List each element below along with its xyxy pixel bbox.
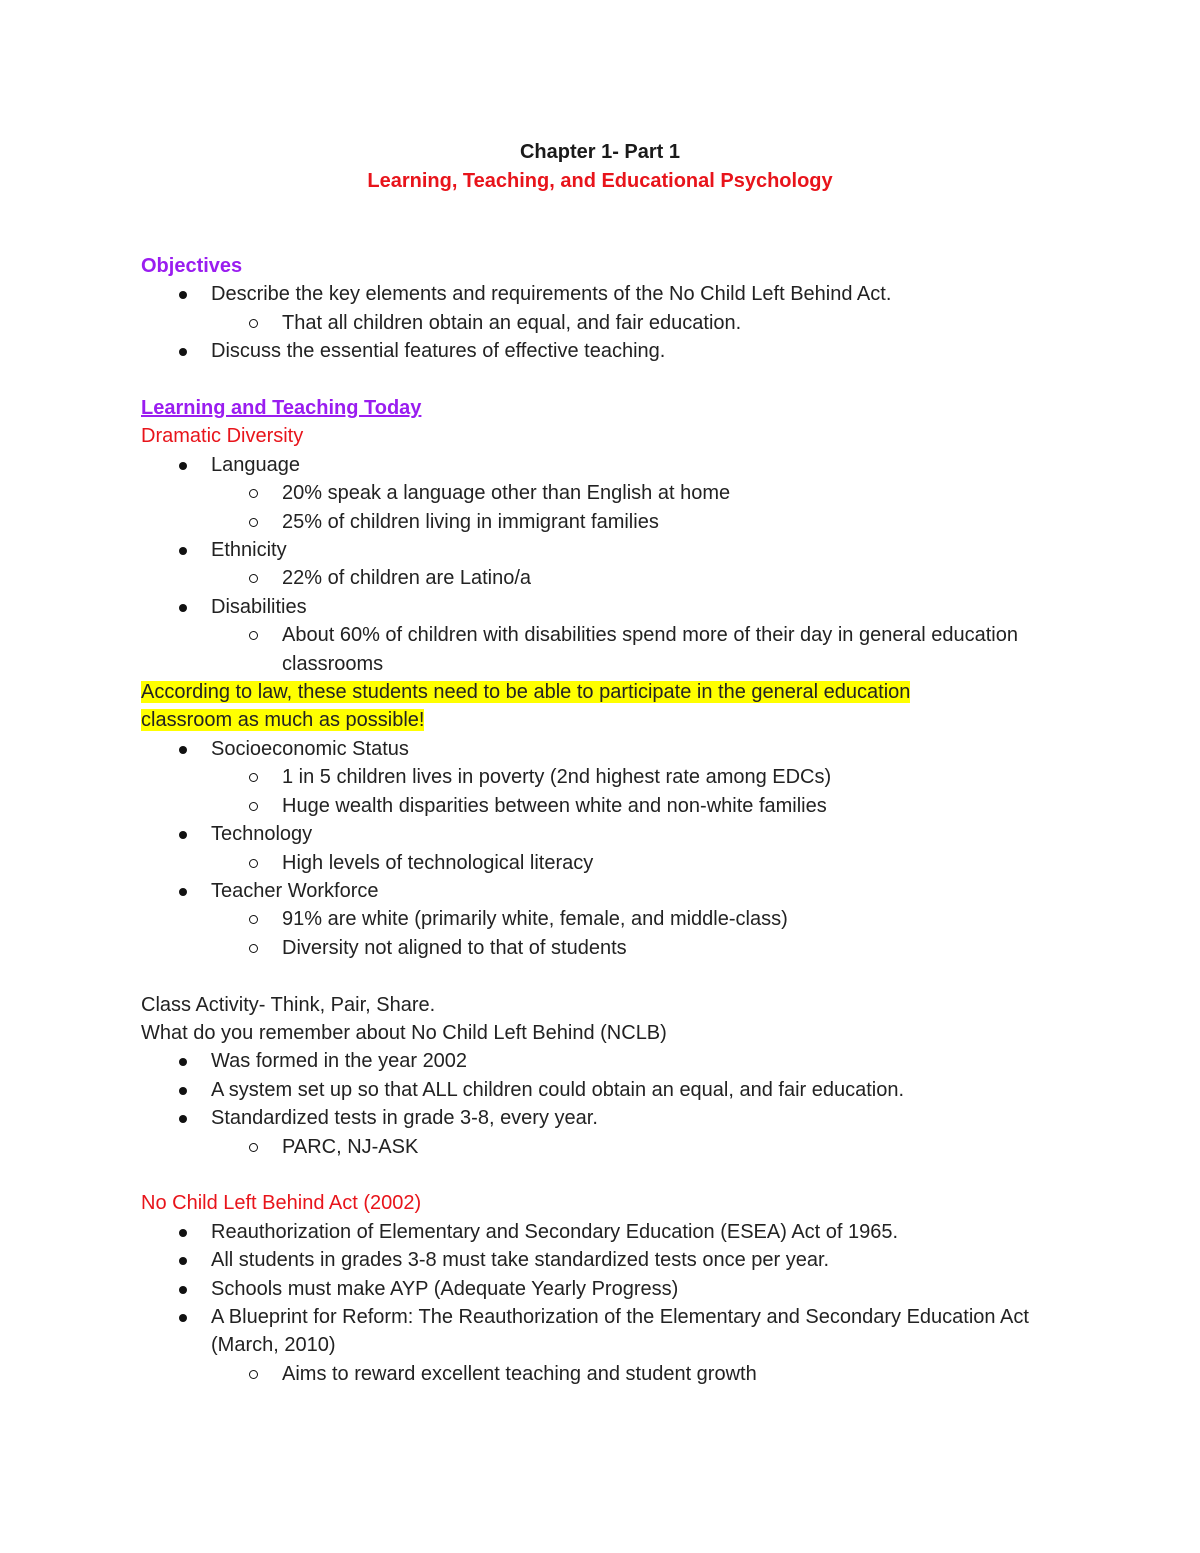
circle-bullet-icon [249, 915, 258, 924]
bullet-icon [179, 1229, 187, 1237]
list-item: All students in grades 3-8 must take standardized tests once per year. [141, 1246, 1081, 1274]
list-item: Teacher Workforce [141, 877, 1081, 905]
circle-bullet-icon [249, 1143, 258, 1152]
diversity-list-continued [141, 735, 1081, 962]
spacer [141, 962, 1081, 990]
circle-bullet-icon [249, 773, 258, 782]
bullet-icon [179, 604, 187, 612]
activity-list [141, 1047, 1081, 1161]
circle-bullet-icon [249, 518, 258, 527]
list-item: Discuss the essential features of effective teaching. [141, 337, 1081, 365]
objectives-list [141, 280, 1081, 365]
bullet-icon [179, 462, 187, 470]
diversity-subheading: Dramatic Diversity [141, 425, 304, 448]
list-item: 22% of children are Latino/a [141, 564, 1081, 592]
bullet-icon [179, 831, 187, 839]
bullet-icon [179, 1314, 187, 1322]
bullet-icon [179, 1257, 187, 1265]
bullet-icon [179, 1058, 187, 1066]
circle-bullet-icon [249, 319, 258, 328]
list-item: Ethnicity [141, 536, 1081, 564]
document-page [141, 138, 1081, 1388]
circle-bullet-icon [249, 1370, 258, 1379]
bullet-icon [179, 746, 187, 754]
list-item: About 60% of children with disabilities spend more of their day in general education classrooms [141, 621, 1081, 678]
diversity-list [141, 451, 1081, 678]
bullet-icon [179, 1286, 187, 1294]
nclb-heading: No Child Left Behind Act (2002) [141, 1192, 422, 1215]
bullet-icon [179, 1115, 187, 1123]
activity-title: Class Activity- Think, Pair, Share. [141, 993, 436, 1016]
list-item: 1 in 5 children lives in poverty (2nd highest rate among EDCs) [141, 763, 1081, 791]
list-item: Aims to reward excellent teaching and student growth [141, 1360, 1081, 1388]
circle-bullet-icon [249, 631, 258, 640]
list-item: Socioeconomic Status [141, 735, 1081, 763]
list-item: Was formed in the year 2002 [141, 1047, 1081, 1075]
list-item: Language [141, 451, 1081, 479]
list-item: 25% of children living in immigrant families [141, 508, 1081, 536]
circle-bullet-icon [249, 944, 258, 953]
bullet-icon [179, 1087, 187, 1095]
spacer [141, 196, 1081, 252]
page-subtitle: Learning, Teaching, and Educational Psychology [367, 170, 833, 192]
list-item: Huge wealth disparities between white and non-white families [141, 792, 1081, 820]
learning-heading: Learning and Teaching Today [141, 397, 422, 420]
bullet-icon [179, 547, 187, 555]
list-item: 91% are white (primarily white, female, and middle-class) [141, 905, 1081, 933]
list-item: That all children obtain an equal, and fair education. [141, 309, 1081, 337]
list-item: Technology [141, 820, 1081, 848]
bullet-icon [179, 291, 187, 299]
list-item: A system set up so that ALL children could obtain an equal, and fair education. [141, 1076, 1081, 1104]
list-item: Disabilities [141, 593, 1081, 621]
list-item: High levels of technological literacy [141, 849, 1081, 877]
circle-bullet-icon [249, 859, 258, 868]
list-item: Describe the key elements and requirements of the No Child Left Behind Act. [141, 280, 1081, 308]
list-item: Standardized tests in grade 3-8, every year. [141, 1104, 1081, 1132]
activity-question: What do you remember about No Child Left Behind (NCLB) [141, 1021, 667, 1044]
law-note-continued: classroom as much as possible! [141, 709, 425, 732]
list-item: Reauthorization of Elementary and Secondary Education (ESEA) Act of 1965. [141, 1218, 1081, 1246]
list-item: 20% speak a language other than English at home [141, 479, 1081, 507]
nclb-list [141, 1218, 1081, 1388]
circle-bullet-icon [249, 489, 258, 498]
law-note: According to law, these students need to be able to participate in the general education [141, 681, 911, 704]
spacer [141, 1161, 1081, 1189]
list-item: A Blueprint for Reform: The Reauthorization of the Elementary and Secondary Education Act (March, 2010) [141, 1303, 1081, 1360]
list-item: Schools must make AYP (Adequate Yearly Progress) [141, 1275, 1081, 1303]
circle-bullet-icon [249, 574, 258, 583]
list-item: PARC, NJ-ASK [141, 1133, 1081, 1161]
objectives-heading: Objectives [141, 255, 243, 277]
bullet-icon [179, 888, 187, 896]
list-item: Diversity not aligned to that of students [141, 934, 1081, 962]
spacer [141, 366, 1081, 394]
circle-bullet-icon [249, 802, 258, 811]
page-title: Chapter 1- Part 1 [519, 141, 681, 163]
bullet-icon [179, 348, 187, 356]
